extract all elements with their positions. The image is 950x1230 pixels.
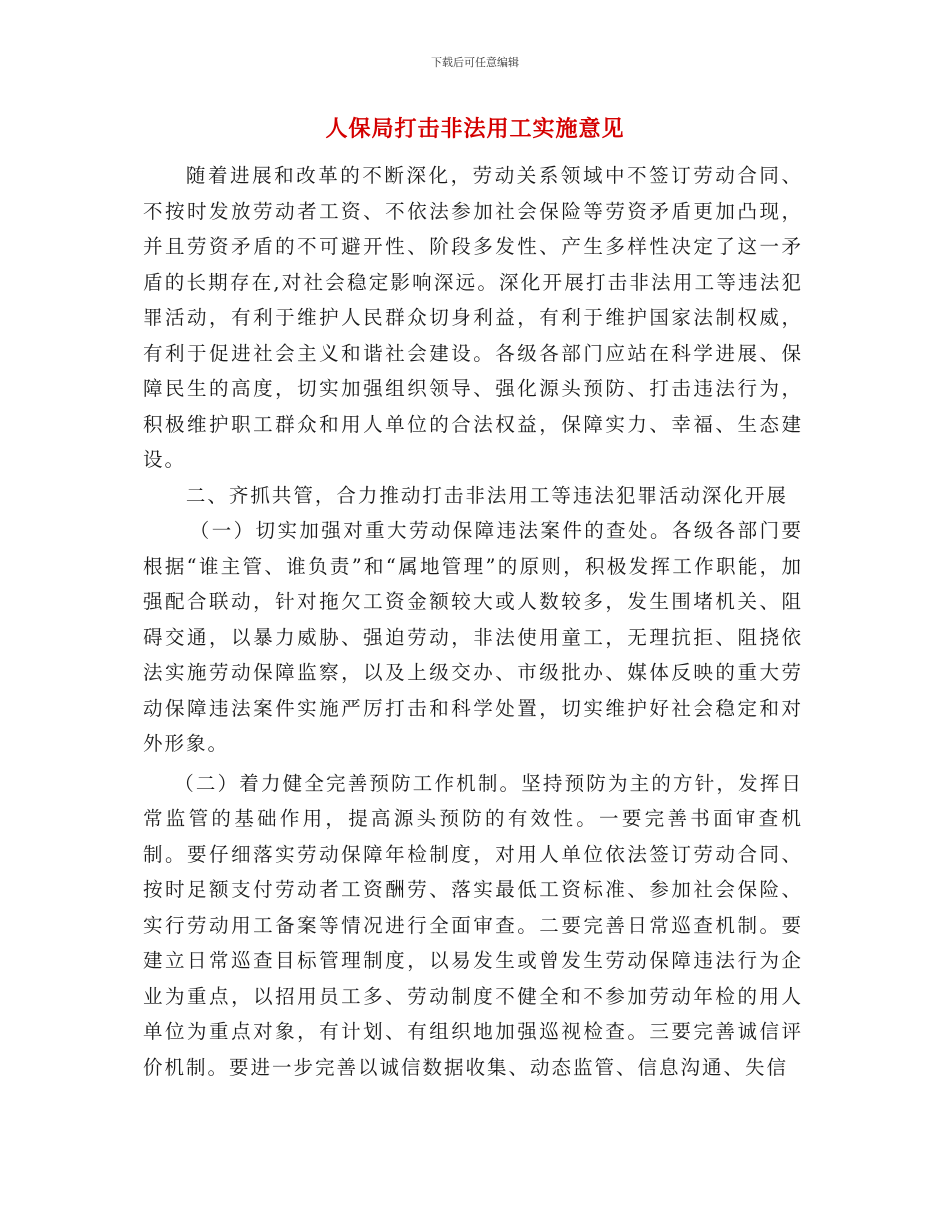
paragraph-section-1: （一）切实加强对重大劳动保障违法案件的查处。各级各部门要根据“谁主管、谁负责”和“属地管理”的原则，积极发挥工作职能，加强配合联动，针对拖欠工资金额较大或人数较多，发生围堵机关、阻碍交通，以暴力威胁、强迫劳动，非法使用童工，无理抗拒、阻挠依法实施劳动保障监察，以及上级交办、市级批办、媒体反映的重大劳动保障违法案件实施严厉打击和科学处置，切实维护好社会稳定和对外形象。 [143,519,803,755]
header-note: 下载后可任意编辑 [431,56,519,69]
document-body [143,158,803,1085]
section-heading: 二、齐抓共管，合力推动打击非法用工等违法犯罪活动深化开展 [185,483,788,507]
paragraph-section-2: （二）着力健全完善预防工作机制。坚持预防为主的方针，发挥日常监管的基础作用，提高源头预防的有效性。一要完善书面审查机制。要仔细落实劳动保障年检制度，对用人单位依法签订劳动合同、按时足额支付劳动者工资酬劳、落实最低工资标准、参加社会保险、实行劳动用工备案等情况进行全面审查。二要完善日常巡查机制。要建立日常巡查目标管理制度，以易发生或曾发生劳动保障违法行为企业为重点，以招用员工多、劳动制度不健全和不参加劳动年检的用人单位为重点对象，有计划、有组织地加强巡视检查。三要完善诚信评价机制。要进一步完善以诚信数据收集、动态监管、信息沟通、失信 [143,771,803,1079]
document-title: 人保局打击非法用工实施意见 [325,117,625,142]
paragraph-intro: 随着进展和改革的不断深化，劳动关系领域中不签订劳动合同、不按时发放劳动者工资、不依法参加社会保险等劳资矛盾更加凸现，并且劳资矛盾的不可避开性、阶段多发性、产生多样性决定了这一矛盾的长期存在,对社会稳定影响深远。深化开展打击非法用工等违法犯罪活动，有利于维护人民群众切身利益，有利于维护国家法制权威，有利于促进社会主义和谐社会建设。各级各部门应站在科学进展、保障民生的高度，切实加强组织领导、强化源头预防、打击违法行为，积极维护职工群众和用人单位的合法权益，保障实力、幸福、生态建设。 [143,164,803,471]
